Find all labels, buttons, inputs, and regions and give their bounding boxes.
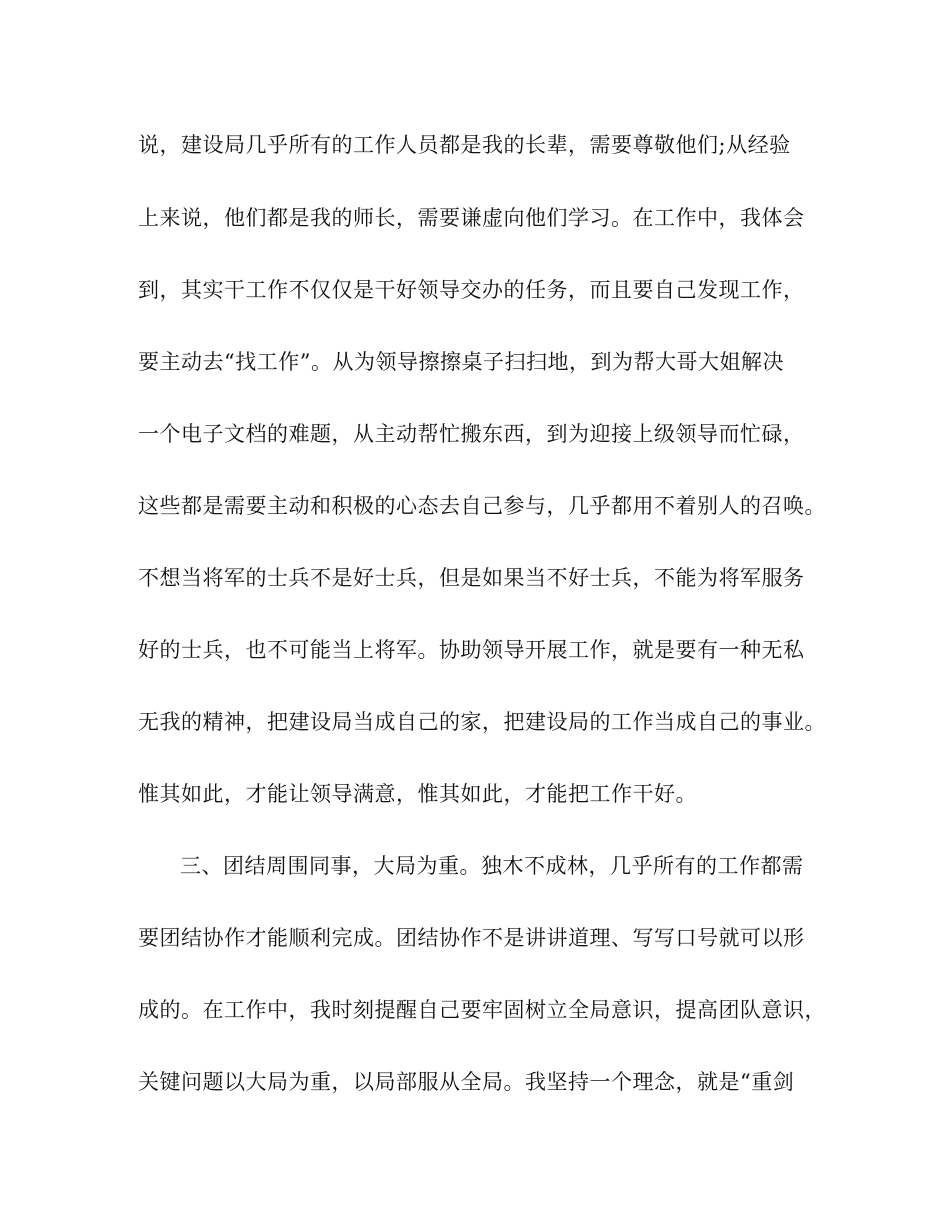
text-line-6: 这些都是需要主动和积极的心态去自己参与，几乎都用不着别人的召唤。 [138,494,826,518]
section-three-heading-line: 三、团结周围同事，大局为重。独木不成林，几乎所有的工作都需 [180,854,804,878]
text-line-5: 一个电子文档的难题，从主动帮忙搬东西，到为迎接上级领导而忙碌， [138,422,805,446]
text-line-2: 上来说，他们都是我的师长，需要谦虚向他们学习。在工作中，我体会 [138,206,805,230]
text-line-1: 说，建设局几乎所有的工作人员都是我的长辈，需要尊敬他们;从经验 [138,133,791,157]
text-line-4: 要主动去“找工作”。从为领导擦擦桌子扫扫地，到为帮大哥大姐解决 [138,350,784,374]
text-line-3: 到，其实干工作不仅仅是干好领导交办的任务，而且要自己发现工作， [138,278,805,302]
text-line-10: 惟其如此，才能让领导满意，惟其如此，才能把工作干好。 [138,782,697,806]
text-line-7: 不想当将军的士兵不是好士兵，但是如果当不好士兵，不能为将军服务 [138,566,805,590]
text-line-13: 成的。在工作中，我时刻提醒自己要牢固树立全局意识，提高团队意识， [138,998,826,1022]
text-line-14: 关键问题以大局为重，以局部服从全局。我坚持一个理念，就是“重剑 [138,1070,795,1094]
text-line-12: 要团结协作才能顺利完成。团结协作不是讲讲道理、写写口号就可以形 [138,926,805,950]
text-line-9: 无我的精神，把建设局当成自己的家，把建设局的工作当成自己的事业。 [138,710,826,734]
text-line-8: 好的士兵，也不可能当上将军。协助领导开展工作，就是要有一种无私 [138,638,805,662]
